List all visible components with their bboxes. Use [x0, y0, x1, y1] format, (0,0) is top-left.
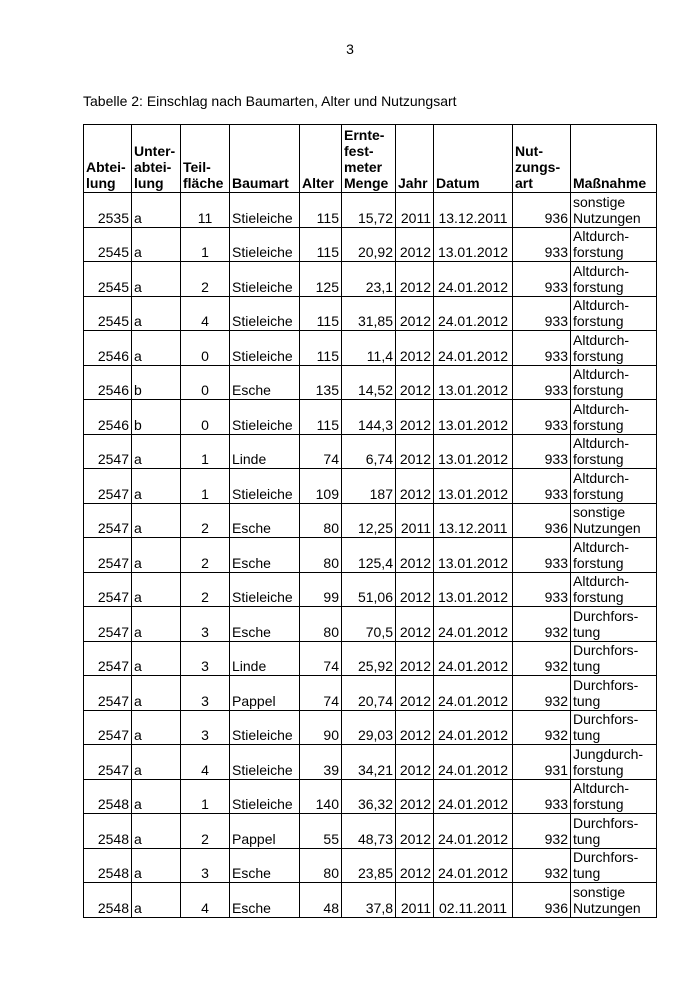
cell-baumart: Stieleiche — [230, 331, 300, 366]
cell-alter: 80 — [300, 607, 342, 642]
cell-datum: 24.01.2012 — [434, 745, 513, 780]
cell-nutzungsart: 932 — [513, 848, 571, 883]
cell-teilflaeche: 0 — [181, 331, 230, 366]
cell-teilflaeche: 2 — [181, 572, 230, 607]
cell-nutzungsart: 933 — [513, 779, 571, 814]
cell-massnahme: Durchfors- tung — [571, 676, 657, 711]
cell-teilflaeche: 2 — [181, 262, 230, 297]
cell-datum: 24.01.2012 — [434, 296, 513, 331]
cell-alter: 115 — [300, 400, 342, 435]
cell-abteilung: 2545 — [84, 262, 132, 297]
cell-alter: 115 — [300, 331, 342, 366]
cell-massnahme: Altdurch- forstung — [571, 779, 657, 814]
cell-massnahme: Altdurch- forstung — [571, 365, 657, 400]
cell-alter: 115 — [300, 193, 342, 228]
cell-baumart: Esche — [230, 607, 300, 642]
cell-jahr: 2012 — [396, 572, 434, 607]
cell-datum: 13.01.2012 — [434, 227, 513, 262]
cell-alter: 74 — [300, 434, 342, 469]
cell-baumart: Esche — [230, 883, 300, 918]
cell-nutzungsart: 932 — [513, 676, 571, 711]
table-row — [84, 607, 657, 642]
cell-alter: 99 — [300, 572, 342, 607]
cell-massnahme: Altdurch- forstung — [571, 434, 657, 469]
cell-unterabteilung: a — [132, 503, 181, 538]
cell-alter: 115 — [300, 296, 342, 331]
cell-menge: 23,85 — [342, 848, 396, 883]
cell-baumart: Stieleiche — [230, 400, 300, 435]
cell-datum: 24.01.2012 — [434, 262, 513, 297]
cell-menge: 14,52 — [342, 365, 396, 400]
cell-massnahme: sonstige Nutzungen — [571, 193, 657, 228]
cell-jahr: 2012 — [396, 814, 434, 849]
cell-unterabteilung: a — [132, 331, 181, 366]
cell-menge: 12,25 — [342, 503, 396, 538]
cell-jahr: 2012 — [396, 641, 434, 676]
cell-abteilung: 2547 — [84, 745, 132, 780]
cell-unterabteilung: b — [132, 400, 181, 435]
cell-nutzungsart: 933 — [513, 296, 571, 331]
cell-datum: 24.01.2012 — [434, 814, 513, 849]
header-unterabteilung: Unter- abtei- lung — [132, 125, 181, 193]
cell-menge: 29,03 — [342, 710, 396, 745]
cell-jahr: 2012 — [396, 779, 434, 814]
cell-teilflaeche: 1 — [181, 227, 230, 262]
cell-teilflaeche: 3 — [181, 607, 230, 642]
cell-datum: 13.01.2012 — [434, 400, 513, 435]
table-row — [84, 469, 657, 504]
header-massnahme: Maßnahme — [571, 125, 657, 193]
cell-abteilung: 2548 — [84, 814, 132, 849]
header-datum: Datum — [434, 125, 513, 193]
cell-teilflaeche: 2 — [181, 814, 230, 849]
cell-teilflaeche: 3 — [181, 676, 230, 711]
cell-teilflaeche: 2 — [181, 538, 230, 573]
cell-jahr: 2012 — [396, 710, 434, 745]
cell-alter: 115 — [300, 227, 342, 262]
cell-datum: 24.01.2012 — [434, 607, 513, 642]
cell-nutzungsart: 933 — [513, 400, 571, 435]
cell-datum: 13.01.2012 — [434, 434, 513, 469]
cell-baumart: Stieleiche — [230, 710, 300, 745]
cell-baumart: Linde — [230, 641, 300, 676]
table-row — [84, 572, 657, 607]
cell-datum: 13.01.2012 — [434, 365, 513, 400]
table-row — [84, 676, 657, 711]
cell-datum: 24.01.2012 — [434, 848, 513, 883]
cell-unterabteilung: a — [132, 227, 181, 262]
cell-nutzungsart: 931 — [513, 745, 571, 780]
cell-massnahme: Durchfors- tung — [571, 814, 657, 849]
table-header — [84, 125, 657, 193]
cell-jahr: 2012 — [396, 745, 434, 780]
cell-datum: 13.12.2011 — [434, 193, 513, 228]
cell-massnahme: Altdurch- forstung — [571, 262, 657, 297]
cell-teilflaeche: 3 — [181, 710, 230, 745]
cell-massnahme: sonstige Nutzungen — [571, 883, 657, 918]
cell-alter: 140 — [300, 779, 342, 814]
cell-menge: 37,8 — [342, 883, 396, 918]
cell-nutzungsart: 932 — [513, 641, 571, 676]
cell-alter: 48 — [300, 883, 342, 918]
cell-massnahme: Altdurch- forstung — [571, 538, 657, 573]
table-row — [84, 400, 657, 435]
cell-teilflaeche: 4 — [181, 745, 230, 780]
table-row — [84, 883, 657, 918]
cell-teilflaeche: 0 — [181, 400, 230, 435]
cell-baumart: Esche — [230, 365, 300, 400]
cell-unterabteilung: a — [132, 641, 181, 676]
cell-unterabteilung: a — [132, 572, 181, 607]
cell-nutzungsart: 936 — [513, 503, 571, 538]
cell-nutzungsart: 933 — [513, 434, 571, 469]
cell-jahr: 2011 — [396, 503, 434, 538]
cell-abteilung: 2547 — [84, 710, 132, 745]
cell-baumart: Linde — [230, 434, 300, 469]
cell-unterabteilung: b — [132, 365, 181, 400]
cell-datum: 24.01.2012 — [434, 676, 513, 711]
cell-datum: 13.12.2011 — [434, 503, 513, 538]
cell-teilflaeche: 0 — [181, 365, 230, 400]
cell-datum: 24.01.2012 — [434, 641, 513, 676]
cell-baumart: Stieleiche — [230, 193, 300, 228]
cell-jahr: 2011 — [396, 883, 434, 918]
cell-teilflaeche: 11 — [181, 193, 230, 228]
cell-jahr: 2012 — [396, 607, 434, 642]
cell-unterabteilung: a — [132, 193, 181, 228]
cell-baumart: Esche — [230, 503, 300, 538]
table-row — [84, 641, 657, 676]
cell-nutzungsart: 936 — [513, 193, 571, 228]
cell-menge: 48,73 — [342, 814, 396, 849]
header-alter: Alter — [300, 125, 342, 193]
cell-baumart: Esche — [230, 848, 300, 883]
cell-massnahme: Altdurch- forstung — [571, 572, 657, 607]
cell-jahr: 2012 — [396, 400, 434, 435]
header-row — [84, 125, 657, 193]
cell-abteilung: 2547 — [84, 469, 132, 504]
cell-massnahme: Durchfors- tung — [571, 607, 657, 642]
cell-unterabteilung: a — [132, 676, 181, 711]
cell-alter: 55 — [300, 814, 342, 849]
header-nutzungsart: Nut- zungs- art — [513, 125, 571, 193]
cell-abteilung: 2547 — [84, 503, 132, 538]
table-row — [84, 227, 657, 262]
cell-baumart: Stieleiche — [230, 745, 300, 780]
cell-abteilung: 2547 — [84, 538, 132, 573]
cell-abteilung: 2547 — [84, 434, 132, 469]
cell-teilflaeche: 4 — [181, 296, 230, 331]
cell-abteilung: 2545 — [84, 227, 132, 262]
cell-teilflaeche: 3 — [181, 848, 230, 883]
table-row — [84, 193, 657, 228]
cell-unterabteilung: a — [132, 434, 181, 469]
cell-abteilung: 2548 — [84, 883, 132, 918]
table-row — [84, 262, 657, 297]
cell-abteilung: 2545 — [84, 296, 132, 331]
cell-jahr: 2012 — [396, 676, 434, 711]
cell-alter: 39 — [300, 745, 342, 780]
cell-abteilung: 2547 — [84, 641, 132, 676]
cell-nutzungsart: 933 — [513, 365, 571, 400]
cell-massnahme: sonstige Nutzungen — [571, 503, 657, 538]
cell-menge: 25,92 — [342, 641, 396, 676]
cell-alter: 80 — [300, 538, 342, 573]
table-row — [84, 538, 657, 573]
cell-unterabteilung: a — [132, 469, 181, 504]
harvest-table — [83, 124, 657, 918]
cell-alter: 125 — [300, 262, 342, 297]
cell-jahr: 2012 — [396, 331, 434, 366]
page-number: 3 — [346, 41, 354, 57]
cell-baumart: Pappel — [230, 676, 300, 711]
cell-nutzungsart: 932 — [513, 814, 571, 849]
cell-nutzungsart: 936 — [513, 883, 571, 918]
cell-massnahme: Durchfors- tung — [571, 848, 657, 883]
cell-unterabteilung: a — [132, 883, 181, 918]
cell-datum: 24.01.2012 — [434, 710, 513, 745]
cell-datum: 13.01.2012 — [434, 572, 513, 607]
cell-abteilung: 2547 — [84, 676, 132, 711]
cell-abteilung: 2548 — [84, 848, 132, 883]
cell-unterabteilung: a — [132, 814, 181, 849]
table-row — [84, 710, 657, 745]
cell-menge: 20,74 — [342, 676, 396, 711]
cell-teilflaeche: 1 — [181, 434, 230, 469]
cell-nutzungsart: 932 — [513, 710, 571, 745]
cell-menge: 51,06 — [342, 572, 396, 607]
cell-teilflaeche: 4 — [181, 883, 230, 918]
cell-baumart: Stieleiche — [230, 469, 300, 504]
cell-nutzungsart: 932 — [513, 607, 571, 642]
cell-jahr: 2012 — [396, 262, 434, 297]
table-caption: Tabelle 2: Einschlag nach Baumarten, Alter und Nutzungsart — [83, 93, 457, 109]
cell-massnahme: Altdurch- forstung — [571, 227, 657, 262]
table-row — [84, 365, 657, 400]
table-row — [84, 434, 657, 469]
cell-baumart: Stieleiche — [230, 227, 300, 262]
cell-menge: 15,72 — [342, 193, 396, 228]
cell-alter: 74 — [300, 641, 342, 676]
cell-jahr: 2012 — [396, 434, 434, 469]
cell-abteilung: 2546 — [84, 400, 132, 435]
cell-menge: 31,85 — [342, 296, 396, 331]
cell-datum: 13.01.2012 — [434, 538, 513, 573]
table-row — [84, 503, 657, 538]
cell-menge: 6,74 — [342, 434, 396, 469]
cell-alter: 80 — [300, 848, 342, 883]
cell-menge: 11,4 — [342, 331, 396, 366]
cell-menge: 36,32 — [342, 779, 396, 814]
table-row — [84, 331, 657, 366]
cell-nutzungsart: 933 — [513, 227, 571, 262]
cell-jahr: 2012 — [396, 538, 434, 573]
cell-nutzungsart: 933 — [513, 331, 571, 366]
cell-unterabteilung: a — [132, 538, 181, 573]
cell-abteilung: 2547 — [84, 572, 132, 607]
cell-menge: 144,3 — [342, 400, 396, 435]
cell-nutzungsart: 933 — [513, 469, 571, 504]
cell-alter: 74 — [300, 676, 342, 711]
cell-baumart: Stieleiche — [230, 572, 300, 607]
cell-nutzungsart: 933 — [513, 538, 571, 573]
cell-teilflaeche: 1 — [181, 779, 230, 814]
cell-unterabteilung: a — [132, 296, 181, 331]
cell-baumart: Pappel — [230, 814, 300, 849]
header-jahr: Jahr — [396, 125, 434, 193]
cell-jahr: 2012 — [396, 469, 434, 504]
cell-nutzungsart: 933 — [513, 572, 571, 607]
cell-massnahme: Jungdurch- forstung — [571, 745, 657, 780]
header-abteilung: Abtei- lung — [84, 125, 132, 193]
cell-abteilung: 2548 — [84, 779, 132, 814]
cell-unterabteilung: a — [132, 710, 181, 745]
table-row — [84, 848, 657, 883]
header-baumart: Baumart — [230, 125, 300, 193]
cell-baumart: Stieleiche — [230, 262, 300, 297]
cell-massnahme: Altdurch- forstung — [571, 400, 657, 435]
cell-teilflaeche: 2 — [181, 503, 230, 538]
cell-baumart: Esche — [230, 538, 300, 573]
cell-baumart: Stieleiche — [230, 296, 300, 331]
cell-jahr: 2012 — [396, 296, 434, 331]
cell-massnahme: Durchfors- tung — [571, 710, 657, 745]
cell-alter: 80 — [300, 503, 342, 538]
cell-alter: 90 — [300, 710, 342, 745]
cell-datum: 24.01.2012 — [434, 331, 513, 366]
cell-menge: 187 — [342, 469, 396, 504]
cell-abteilung: 2546 — [84, 365, 132, 400]
cell-alter: 109 — [300, 469, 342, 504]
cell-datum: 13.01.2012 — [434, 469, 513, 504]
table-row — [84, 779, 657, 814]
cell-menge: 125,4 — [342, 538, 396, 573]
cell-nutzungsart: 933 — [513, 262, 571, 297]
header-menge: Ernte- fest- meter Menge — [342, 125, 396, 193]
table-row — [84, 814, 657, 849]
cell-unterabteilung: a — [132, 607, 181, 642]
header-teilflaeche: Teil- fläche — [181, 125, 230, 193]
cell-unterabteilung: a — [132, 848, 181, 883]
cell-jahr: 2012 — [396, 227, 434, 262]
cell-abteilung: 2535 — [84, 193, 132, 228]
cell-abteilung: 2546 — [84, 331, 132, 366]
cell-unterabteilung: a — [132, 779, 181, 814]
cell-baumart: Stieleiche — [230, 779, 300, 814]
table-row — [84, 745, 657, 780]
table-body — [84, 193, 657, 918]
cell-menge: 34,21 — [342, 745, 396, 780]
cell-massnahme: Altdurch- forstung — [571, 296, 657, 331]
cell-datum: 24.01.2012 — [434, 779, 513, 814]
cell-unterabteilung: a — [132, 745, 181, 780]
cell-massnahme: Altdurch- forstung — [571, 331, 657, 366]
cell-abteilung: 2547 — [84, 607, 132, 642]
cell-menge: 23,1 — [342, 262, 396, 297]
cell-menge: 70,5 — [342, 607, 396, 642]
cell-teilflaeche: 3 — [181, 641, 230, 676]
cell-jahr: 2012 — [396, 848, 434, 883]
cell-massnahme: Altdurch- forstung — [571, 469, 657, 504]
cell-alter: 135 — [300, 365, 342, 400]
cell-massnahme: Durchfors- tung — [571, 641, 657, 676]
cell-datum: 02.11.2011 — [434, 883, 513, 918]
cell-jahr: 2011 — [396, 193, 434, 228]
cell-menge: 20,92 — [342, 227, 396, 262]
cell-teilflaeche: 1 — [181, 469, 230, 504]
cell-unterabteilung: a — [132, 262, 181, 297]
table-row — [84, 296, 657, 331]
cell-jahr: 2012 — [396, 365, 434, 400]
